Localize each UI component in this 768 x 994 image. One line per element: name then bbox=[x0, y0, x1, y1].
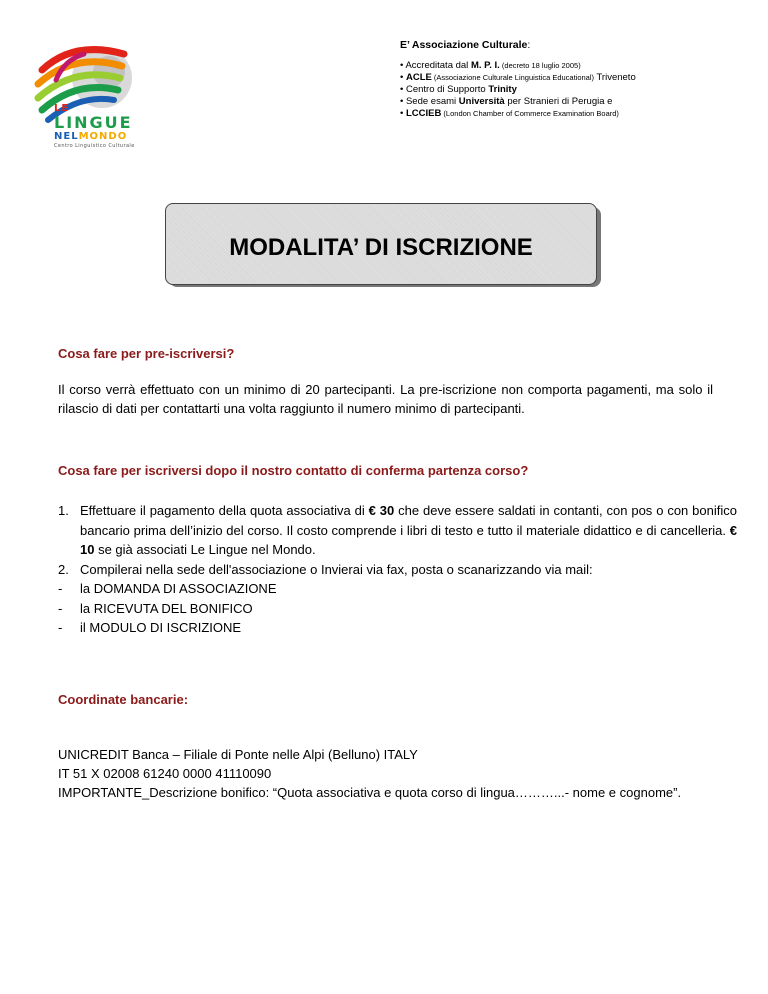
header-line: • LCCIEB (London Chamber of Commerce Examination Board) bbox=[400, 108, 619, 119]
bank-line: UNICREDIT Banca – Filiale di Ponte nelle Alpi (Belluno) ITALY bbox=[58, 747, 418, 762]
list-item bbox=[58, 501, 738, 560]
list-item-text: il MODULO DI ISCRIZIONE bbox=[80, 620, 242, 635]
bank-note-line: IMPORTANTE_Descrizione bonifico: “Quota associativa e quota corso di lingua………...- nome e cognome”. bbox=[58, 785, 682, 800]
logo-lingue: LINGUE bbox=[54, 113, 133, 132]
logo-nel-mondo: NELMONDO bbox=[54, 131, 128, 142]
list-item-text: la DOMANDA DI ASSOCIAZIONE bbox=[80, 581, 277, 596]
iscrizione-steps-list bbox=[58, 501, 738, 638]
header-line: • Sede esami Università per Stranieri di Perugia e bbox=[400, 96, 613, 107]
logo-subtitle: Centro Linguistico Culturale bbox=[54, 143, 135, 149]
list-item-text: la RICEVUTA DEL BONIFICO bbox=[80, 600, 253, 616]
association-header bbox=[400, 39, 636, 120]
list-item-text: Compilerai nella sede dell'associazione o Invierai via fax, posta o scanarizzando via mail: bbox=[80, 561, 593, 577]
iban-line: IT 51 X 02008 61240 0000 41110090 bbox=[58, 766, 272, 781]
section-paragraph: Il corso verrà effettuato con un minimo di 20 partecipanti. La pre-iscrizione non comporta pagamenti, ma solo il rilascio di dati per contattarti una volta raggiunto il numero minimo di partecipanti. bbox=[58, 382, 713, 416]
section-heading: Coordinate bancarie: bbox=[58, 692, 189, 707]
section-pre-iscrizione bbox=[58, 344, 713, 418]
list-marker: 1. bbox=[58, 503, 69, 518]
list-marker: - bbox=[58, 620, 63, 635]
title-banner bbox=[165, 203, 605, 290]
section-heading: Cosa fare per pre-iscriversi? bbox=[58, 346, 235, 361]
logo-le: LE bbox=[54, 103, 70, 114]
list-item bbox=[58, 599, 738, 619]
list-item bbox=[58, 618, 738, 638]
list-marker: - bbox=[58, 581, 63, 596]
header-line: • ACLE (Associazione Culturale Linguistica Educational) Triveneto bbox=[400, 72, 636, 83]
list-marker: 2. bbox=[58, 561, 69, 577]
header-title: E’ Associazione Culturale: bbox=[400, 39, 531, 51]
list-marker: - bbox=[58, 600, 63, 616]
banner-box bbox=[165, 203, 597, 285]
list-item bbox=[58, 560, 738, 580]
list-item bbox=[58, 579, 738, 599]
bank-details bbox=[58, 745, 681, 802]
logo-wordmark bbox=[54, 104, 135, 149]
header-line: • Centro di Supporto Trinity bbox=[400, 84, 517, 95]
section-heading: Cosa fare per iscriversi dopo il nostro contatto di conferma partenza corso? bbox=[58, 463, 529, 478]
page-title: MODALITA’ DI ISCRIZIONE bbox=[229, 233, 533, 261]
list-item-text: Effettuare il pagamento della quota associativa di € 30 che deve essere saldati in contanti, con pos o con bonifico bancario prima dell’inizio del corso. Il costo comprende i libri di testo e tutto il materiale didattico e di cancelleria. € 10 se già associati Le Lingue nel Mondo. bbox=[80, 503, 737, 557]
section-coordinate-bancarie bbox=[58, 690, 681, 802]
header-line: • Accreditata dal M. P. I. (decreto 18 luglio 2005) bbox=[400, 60, 581, 71]
section-iscrizione-heading-wrap bbox=[58, 461, 528, 480]
